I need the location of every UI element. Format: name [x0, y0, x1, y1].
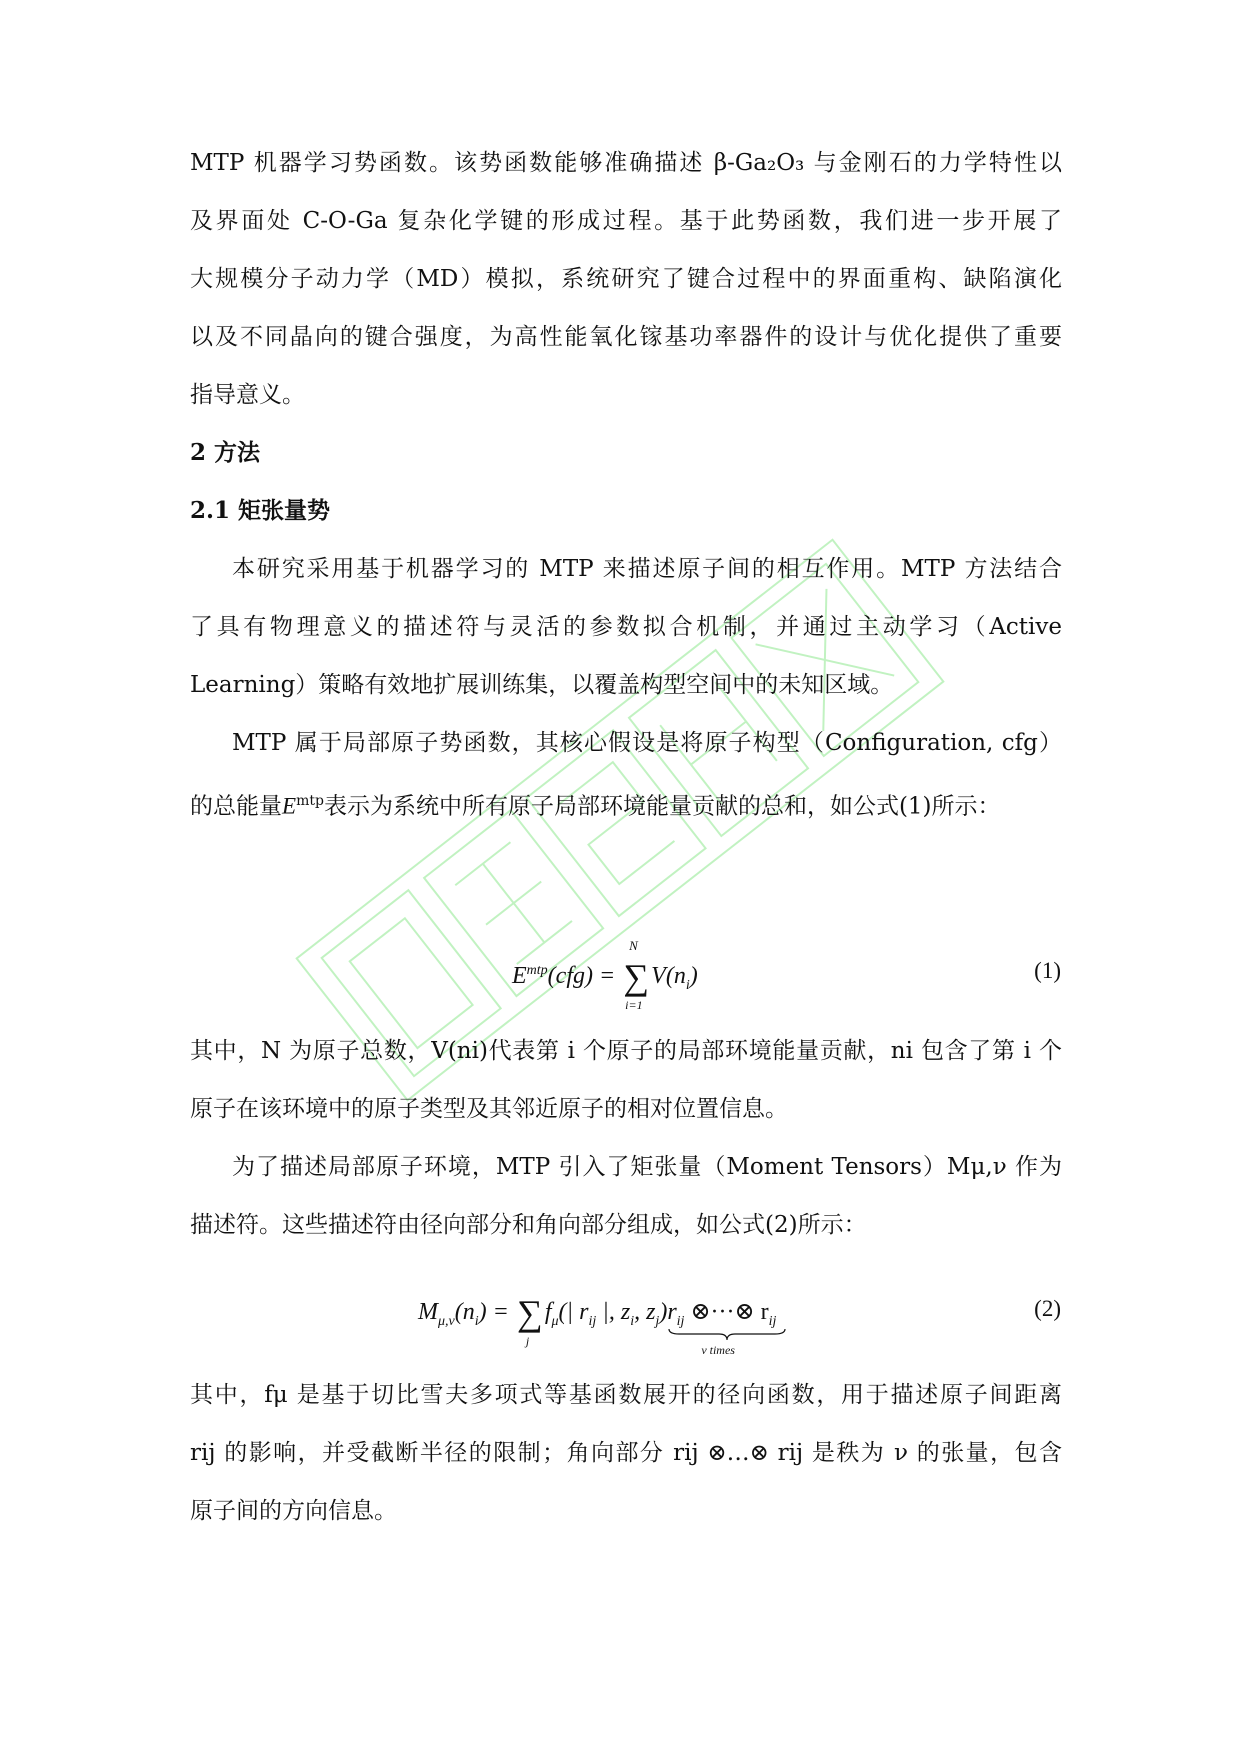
section-heading: 2 方法 — [190, 439, 261, 466]
eq2-tensor-sub: ij — [676, 1313, 685, 1329]
eq2-f-close: ) — [659, 1299, 668, 1325]
paragraph-6-line-3: 原子间的方向信息。 — [190, 1498, 397, 1524]
paragraph-1-line-3: 大规模分子动力学（MD）模拟，系统研究了键合过程中的界面重构、缺陷演化 — [190, 266, 1062, 292]
paragraph-2-line-3: Learning）策略有效地扩展训练集，以覆盖构型空间中的未知区域。 — [190, 672, 894, 698]
eq2-tensor-sub2: ij — [768, 1313, 777, 1329]
eq2-f-arg-sub: ij — [588, 1313, 597, 1329]
eq2-sum-symbol: ∑ j — [516, 1293, 543, 1348]
eq1-rhs: V(n — [651, 963, 686, 989]
eq1-lhs: E — [512, 963, 527, 989]
eq2-lhs-sub: μ,ν — [438, 1313, 455, 1329]
paragraph-1-line-2: 及界面处 C-O-Ga 复杂化学键的形成过程。基于此势函数，我们进一步开展了 — [190, 208, 1062, 234]
eq2-tensor-group — [667, 1297, 777, 1357]
paragraph-1-line-1: MTP 机器学习势函数。该势函数能够准确描述 β-Ga₂O₃ 与金刚石的力学特性以 — [190, 150, 1062, 176]
equation-2-number: (2) — [1034, 1296, 1061, 1321]
eq2-tensor-mid: ⊗···⊗ r — [684, 1299, 769, 1325]
paragraph-3-line-2 — [190, 786, 1062, 822]
paragraph-6-line-2: rij 的影响，并受截断半径的限制；角向部分 rij ⊗…⊗ rij 是秩为 ν 的张量，包含 — [190, 1440, 1062, 1466]
eq2-z-sep: , z — [634, 1299, 656, 1325]
eq2-lhs: M — [418, 1299, 438, 1325]
eq2-tensor: r — [667, 1299, 677, 1325]
equation-1 — [512, 938, 698, 1012]
paragraph-3-line-2-start: 的总能量 — [190, 793, 282, 820]
paragraph-2-line-1: 本研究采用基于机器学习的 MTP 来描述原子间的相互作用。MTP 方法结合 — [232, 556, 1062, 582]
paragraph-6-line-1: 其中，fμ 是基于切比雪夫多项式等基函数展开的径向函数，用于描述原子间距离 — [190, 1382, 1062, 1408]
paragraph-4-line-1: 其中，N 为原子总数，V(ni)代表第 i 个原子的局部环境能量贡献，ni 包含了第 i 个 — [190, 1038, 1062, 1064]
eq2-f-arg-rest: |, z — [596, 1299, 631, 1325]
eq2-f-arg: (| r — [558, 1299, 589, 1325]
eq2-zi-sub: i — [630, 1313, 635, 1329]
paragraph-3-line-2-end: 表示为系统中所有原子局部环境能量贡献的总和，如公式(1)所示： — [323, 793, 1001, 820]
eq1-sum-upper: N — [629, 938, 638, 953]
eq1-lhs-arg: (cfg) = — [547, 963, 616, 989]
equation-2 — [418, 1292, 777, 1357]
eq2-f-sub: μ — [551, 1313, 559, 1329]
eq2-sum-lower: j — [525, 1334, 530, 1348]
energy-symbol: E — [282, 793, 297, 819]
eq2-lhs-arg: (n — [454, 1299, 475, 1325]
eq2-f: f — [544, 1299, 552, 1325]
eq1-rhs-close: ) — [689, 963, 698, 989]
paragraph-3-line-1: MTP 属于局部原子势函数，其核心假设是将原子构型（Configuration, cfg） — [232, 730, 1062, 756]
paragraph-4-line-2: 原子在该环境中的原子类型及其邻近原子的相对位置信息。 — [190, 1096, 788, 1122]
paragraph-5-line-2: 描述符。这些描述符由径向部分和角向部分组成，如公式(2)所示： — [190, 1212, 867, 1238]
energy-superscript: mtp — [296, 793, 324, 809]
eq2-zj-sub: j — [655, 1313, 660, 1329]
eq2-underbrace — [667, 1327, 787, 1341]
paragraph-2-line-2: 了具有物理意义的描述符与灵活的参数拟合机制，并通过主动学习（Active — [190, 614, 1062, 640]
paragraph-1-line-5: 指导意义。 — [190, 382, 305, 408]
eq2-lhs-arg-sub: i — [474, 1313, 479, 1329]
eq1-lhs-sup: mtp — [526, 963, 548, 978]
eq2-lhs-arg-close: ) = — [478, 1299, 509, 1325]
eq2-brace-label: ν times — [701, 1343, 735, 1357]
paragraph-5-line-1: 为了描述局部原子环境，MTP 引入了矩张量（Moment Tensors）Mμ,ν 作为 — [232, 1154, 1062, 1180]
eq1-rhs-sub: i — [685, 977, 690, 993]
equation-1-number: (1) — [1034, 958, 1061, 983]
paragraph-1-line-4: 以及不同晶向的键合强度，为高性能氧化镓基功率器件的设计与优化提供了重要 — [190, 324, 1062, 350]
eq1-sum-symbol: ∑ N i=1 — [623, 938, 649, 1012]
eq1-sum-lower: i=1 — [625, 998, 643, 1012]
subsection-heading: 2.1 矩张量势 — [190, 497, 331, 524]
